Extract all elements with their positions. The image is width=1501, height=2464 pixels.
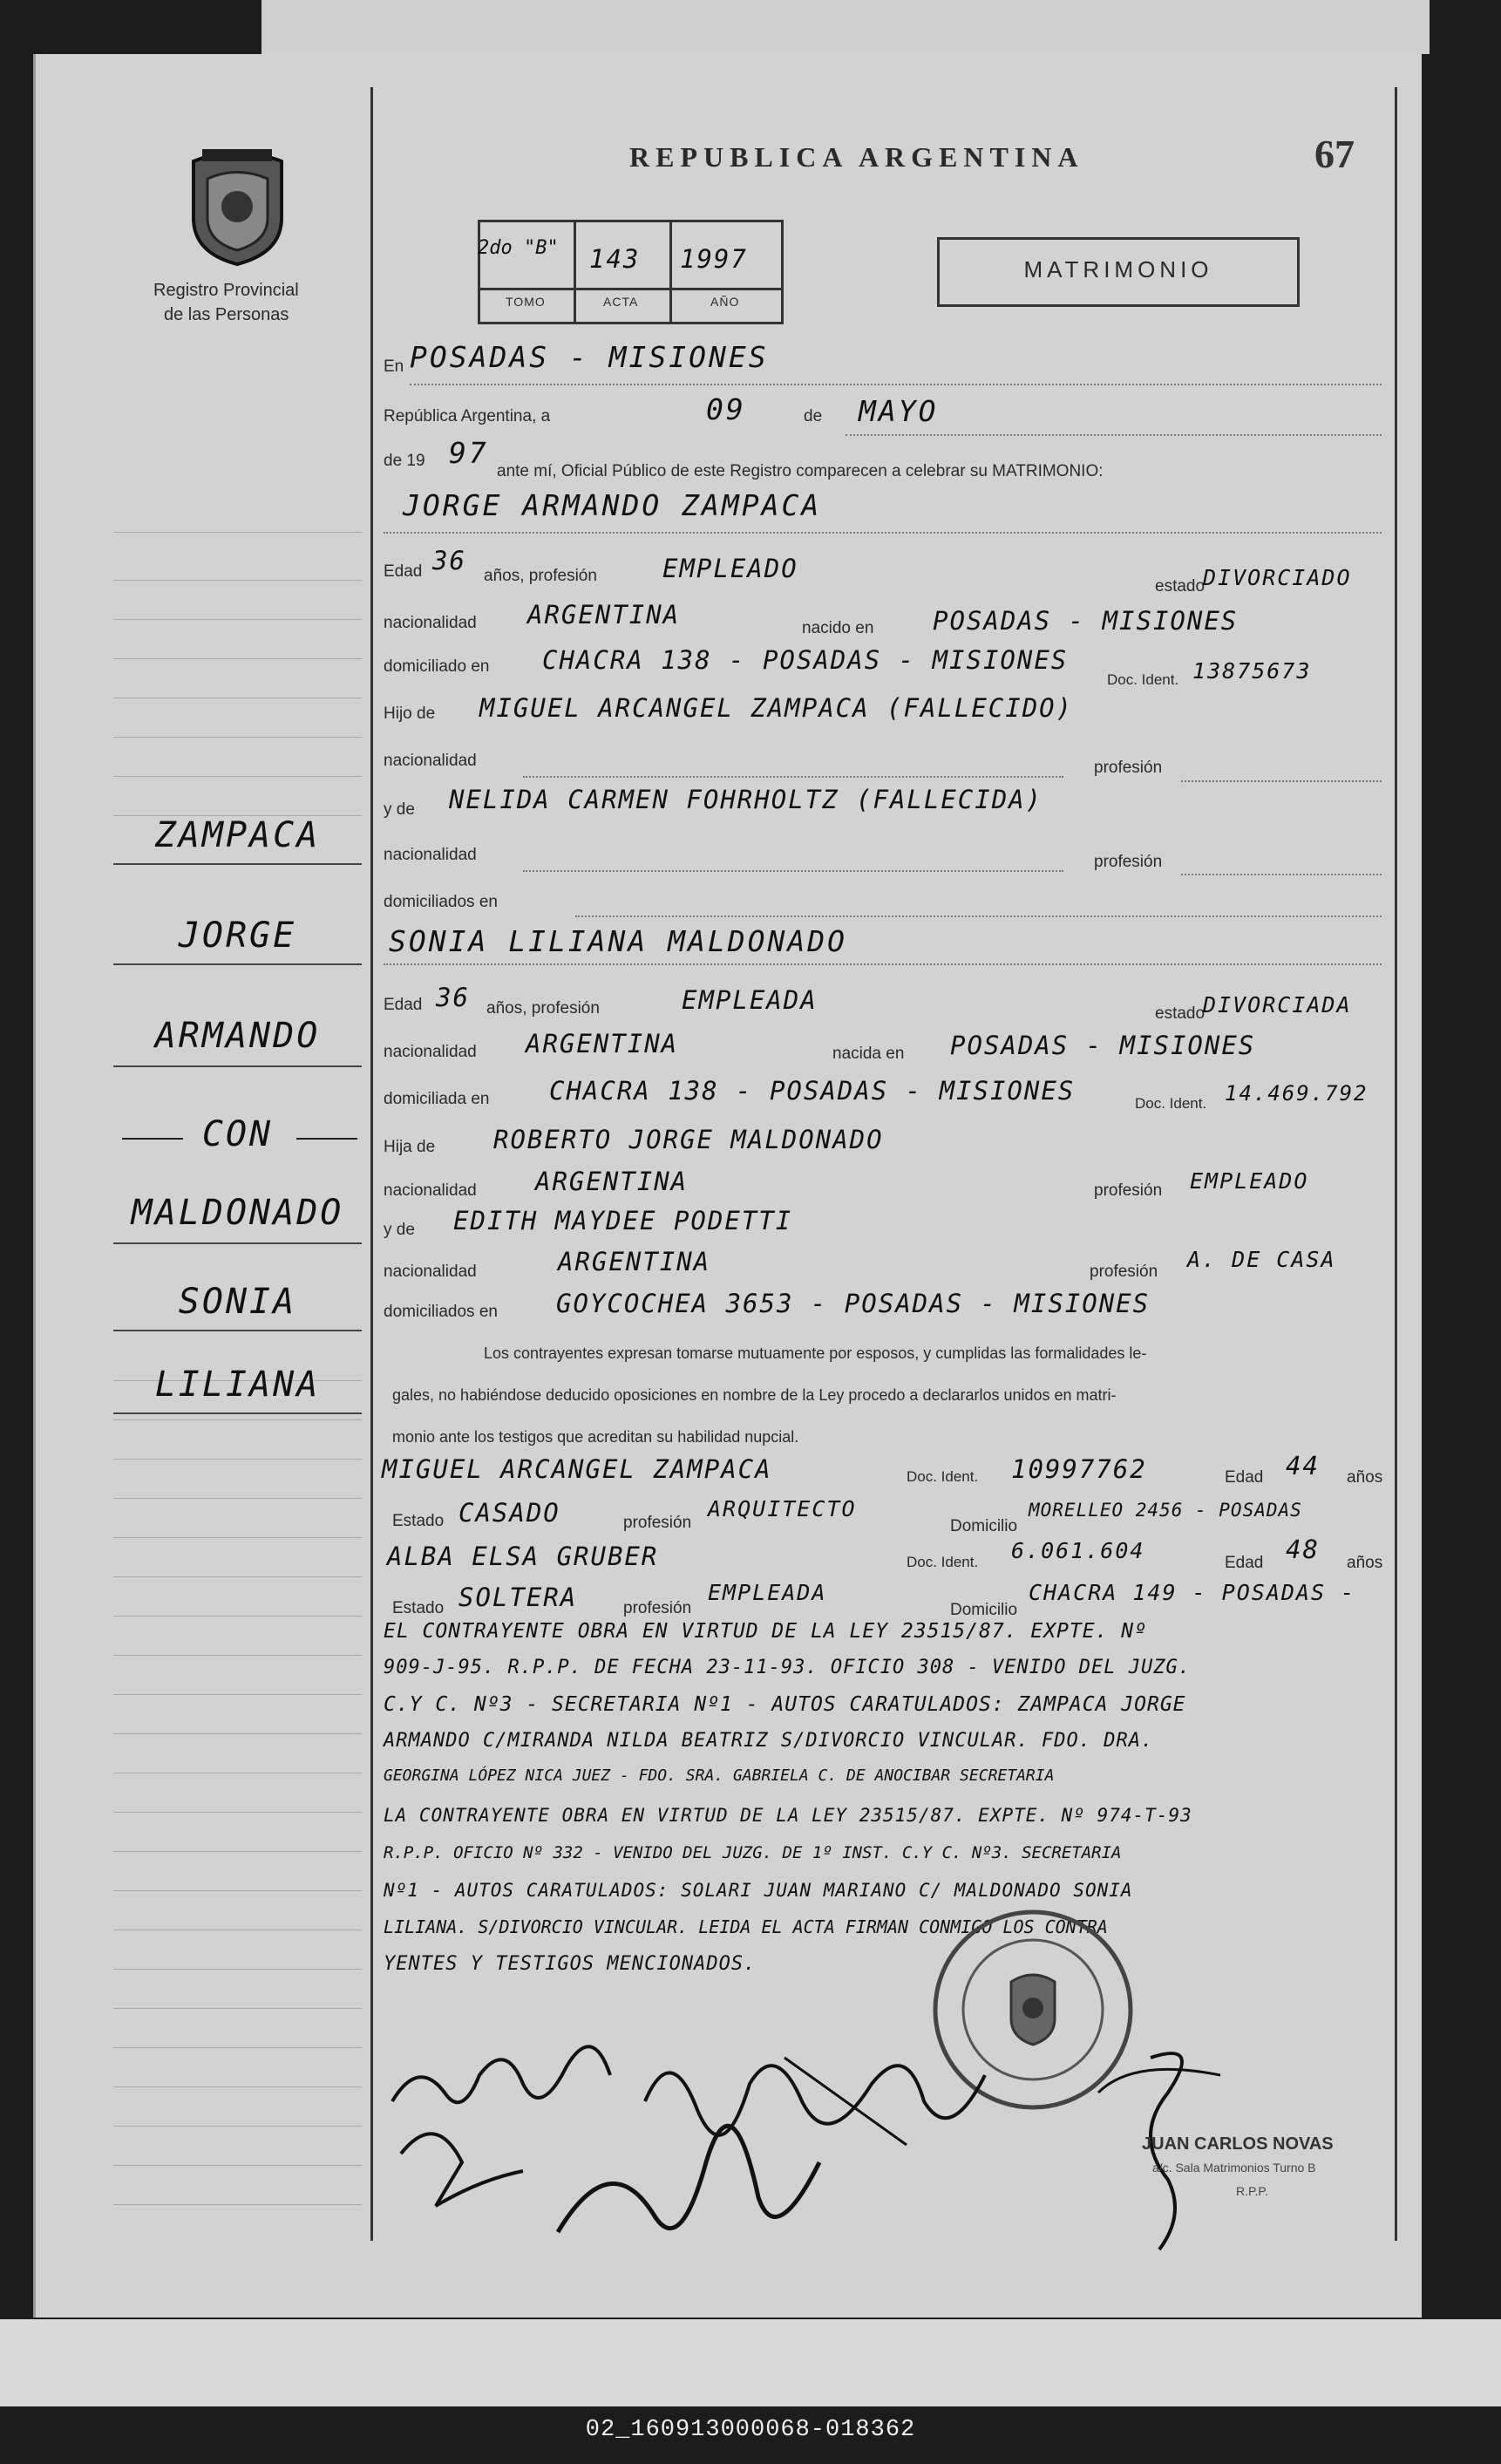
margin-name-3: ARMANDO: [154, 1016, 321, 1056]
bride-parents-dom-label: domiciliados en: [384, 1303, 498, 1321]
coat-of-arms-icon: [183, 144, 292, 266]
bride-doc: 14.469.792: [1225, 1081, 1369, 1106]
bride-edad-label: Edad: [384, 996, 423, 1014]
groom-doc: 13875673: [1192, 658, 1312, 684]
witness1-anos-label: años: [1347, 1468, 1383, 1487]
groom-anos-profesion-label: años, profesión: [484, 567, 597, 585]
acta-label: ACTA: [603, 295, 639, 309]
margin-underline-5: [113, 1242, 362, 1244]
groom-nac-label: nacionalidad: [384, 614, 477, 632]
groom-mother: NELIDA CARMEN FOHRHOLTZ (FALLECIDA): [449, 785, 1043, 814]
bride-father-nac: ARGENTINA: [535, 1167, 689, 1196]
note-line-1: EL CONTRAYENTE OBRA EN VIRTUD DE LA LEY 23515/87. EXPTE. Nº: [384, 1620, 1147, 1643]
intro-text: ante mí, Oficial Público de este Registro comparecen a celebrar su MATRIMONIO:: [497, 462, 1104, 480]
bride-doc-label: Doc. Ident.: [1135, 1095, 1207, 1112]
margin-rule-right: [1395, 87, 1397, 2241]
witness2-anos-label: años: [1347, 1554, 1383, 1572]
stamp-line-2: a/c. Sala Matrimonios Turno B: [1152, 2161, 1316, 2175]
bride-nac: ARGENTINA: [526, 1029, 679, 1058]
facing-page-edge: [261, 0, 1430, 54]
witness1-name: MIGUEL ARCANGEL ZAMPACA: [382, 1454, 772, 1484]
en-label: En: [384, 357, 404, 376]
year-prefix: de 19: [384, 452, 425, 470]
tomo-divider: [574, 220, 576, 322]
groom-parents-dom-dots: [575, 915, 1382, 917]
witness1-dom: MORELLEO 2456 - POSADAS: [1029, 1500, 1302, 1521]
witness1-edad-label: Edad: [1225, 1468, 1264, 1487]
stamp-name: JUAN CARLOS NOVAS: [1142, 2134, 1334, 2154]
margin-name-2: JORGE: [178, 915, 297, 956]
witness2-edad: 48: [1286, 1535, 1320, 1564]
de-label: de: [804, 407, 823, 425]
witness1-dom-label: Domicilio: [950, 1517, 1018, 1535]
bride-mother-prof: A. DE CASA: [1187, 1247, 1336, 1272]
month-value: MAYO: [859, 394, 939, 428]
bride-profesion: EMPLEADA: [682, 985, 818, 1015]
ano-value: 1997: [680, 244, 748, 274]
groom-name-dots: [384, 532, 1382, 534]
tomo-value: 2do "B": [478, 237, 559, 259]
bride-hija-label: Hija de: [384, 1138, 436, 1156]
bride-mother-nac-label: nacionalidad: [384, 1263, 477, 1281]
margin-name-4: CON: [201, 1114, 274, 1154]
bride-dom-label: domiciliada en: [384, 1090, 490, 1108]
groom-estado-label: estado: [1155, 577, 1206, 596]
note-line-10: YENTES Y TESTIGOS MENCIONADOS.: [384, 1953, 757, 1975]
image-caption: 02_160913000068-018362: [585, 2417, 916, 2443]
margin-underline-7: [113, 1412, 362, 1414]
bride-mother: EDITH MAYDEE PODETTI: [453, 1206, 793, 1235]
groom-father-prof-dots: [1181, 780, 1382, 782]
bride-name: SONIA LILIANA MALDONADO: [389, 924, 847, 958]
groom-father-nac-label: nacionalidad: [384, 752, 477, 770]
groom-mother-prof-dots: [1181, 874, 1382, 875]
witness2-dom: CHACRA 149 - POSADAS -: [1029, 1580, 1356, 1605]
note-line-5: GEORGINA LÓPEZ NICA JUEZ - FDO. SRA. GABRIELA C. DE ANOCIBAR SECRETARIA: [384, 1766, 1055, 1785]
bride-father-prof: EMPLEADO: [1190, 1168, 1309, 1194]
registry-name-line1: Registro Provincial: [153, 281, 299, 300]
margin-underline-1: [113, 863, 362, 865]
groom-dom-label: domiciliado en: [384, 657, 490, 676]
groom-mother-nac-dots: [523, 870, 1063, 872]
margin-name-6: SONIA: [178, 1282, 297, 1322]
groom-nacido: POSADAS - MISIONES: [933, 606, 1239, 636]
margin-underline-6: [113, 1330, 362, 1331]
matrimonio-label: MATRIMONIO: [1023, 256, 1213, 282]
bride-nac-label: nacionalidad: [384, 1043, 477, 1061]
margin-dash-right: [296, 1138, 357, 1140]
witness2-profesion-label: profesión: [623, 1599, 692, 1617]
groom-parents-dom-label: domiciliados en: [384, 893, 498, 911]
witness1-estado-label: Estado: [392, 1512, 445, 1530]
witness2-doc: 6.061.604: [1011, 1538, 1145, 1563]
day-value: 09: [706, 392, 746, 426]
note-line-6: LA CONTRAYENTE OBRA EN VIRTUD DE LA LEY 23515/87. EXPTE. Nº 974-T-93: [384, 1805, 1192, 1826]
formal-line-2: gales, no habiéndose deducido oposiciones en nombre de la Ley procedo a declararlos unidos en matri-: [392, 1386, 1117, 1404]
witness2-doc-label: Doc. Ident.: [907, 1554, 979, 1570]
place-dots: [410, 384, 1382, 385]
groom-father: MIGUEL ARCANGEL ZAMPACA (FALLECIDO): [479, 693, 1074, 723]
witness1-doc-label: Doc. Ident.: [907, 1468, 979, 1485]
note-line-7: R.P.P. OFICIO Nº 332 - VENIDO DEL JUZG. DE 1º INST. C.Y C. Nº3. SECRETARIA: [384, 1843, 1122, 1862]
groom-estado: DIVORCIADO: [1203, 565, 1352, 590]
margin-name-1: ZAMPACA: [154, 815, 321, 855]
bride-father-prof-label: profesión: [1094, 1181, 1163, 1200]
bride-estado-label: estado: [1155, 1004, 1206, 1023]
bride-father: ROBERTO JORGE MALDONADO: [493, 1125, 884, 1154]
bride-mother-nac: ARGENTINA: [558, 1247, 711, 1276]
year-suffix: 97: [449, 436, 489, 470]
groom-nac: ARGENTINA: [527, 600, 681, 630]
page-number: 67: [1314, 132, 1355, 176]
note-line-2: 909-J-95. R.P.P. DE FECHA 23-11-93. OFICIO 308 - VENIDO DEL JUZG.: [384, 1657, 1191, 1678]
note-line-9: LILIANA. S/DIVORCIO VINCULAR. LEIDA EL ACTA FIRMAN CONMIGO LOS CONTRA: [384, 1916, 1108, 1937]
witness2-name: ALBA ELSA GRUBER: [387, 1542, 659, 1571]
box-underline: [478, 288, 781, 290]
witness2-edad-label: Edad: [1225, 1554, 1264, 1572]
bride-mother-prof-label: profesión: [1090, 1263, 1158, 1281]
bride-edad: 36: [436, 983, 470, 1012]
bride-father-nac-label: nacionalidad: [384, 1181, 477, 1200]
acta-divider: [669, 220, 672, 322]
groom-doc-label: Doc. Ident.: [1107, 671, 1179, 688]
groom-edad-label: Edad: [384, 562, 423, 581]
margin-dash-left: [122, 1138, 183, 1140]
note-line-8: Nº1 - AUTOS CARATULADOS: SOLARI JUAN MARIANO C/ MALDONADO SONIA: [384, 1880, 1133, 1901]
bride-name-dots: [384, 963, 1382, 965]
page-shadow-strip: [0, 2319, 1501, 2406]
groom-hijo-label: Hijo de: [384, 704, 436, 723]
bride-anos-profesion-label: años, profesión: [486, 999, 600, 1018]
margin-underline-2: [113, 963, 362, 965]
groom-nacido-label: nacido en: [802, 619, 874, 637]
bride-estado: DIVORCIADA: [1203, 992, 1352, 1018]
place-value: POSADAS - MISIONES: [410, 340, 769, 374]
groom-name: JORGE ARMANDO ZAMPACA: [403, 488, 822, 522]
witness1-profesion-label: profesión: [623, 1514, 692, 1532]
bride-yde-label: y de: [384, 1221, 415, 1239]
formal-line-1: Los contrayentes expresan tomarse mutuamente por esposos, y cumplidas las formalidades le-: [484, 1344, 1147, 1362]
registry-name-line2: de las Personas: [164, 305, 289, 324]
margin-underline-3: [113, 1065, 362, 1067]
groom-father-nac-dots: [523, 776, 1063, 778]
groom-edad: 36: [432, 546, 466, 575]
stamp-line-3: R.P.P.: [1236, 2184, 1268, 2198]
margin-name-7: LILIANA: [154, 1365, 321, 1405]
groom-dom: CHACRA 138 - POSADAS - MISIONES: [542, 645, 1069, 675]
witness1-estado: CASADO: [458, 1498, 560, 1528]
witness2-estado: SOLTERA: [458, 1583, 578, 1612]
note-line-3: C.Y C. Nº3 - SECRETARIA Nº1 - AUTOS CARATULADOS: ZAMPACA JORGE: [384, 1693, 1186, 1716]
margin-name-5: MALDONADO: [131, 1193, 344, 1233]
groom-profesion: EMPLEADO: [662, 554, 798, 583]
witness1-profesion: ARQUITECTO: [708, 1496, 857, 1521]
ano-label: AÑO: [710, 295, 740, 309]
groom-father-prof-label: profesión: [1094, 759, 1163, 777]
formal-line-3: monio ante los testigos que acreditan su habilidad nupcial.: [392, 1428, 799, 1446]
bride-parents-dom: GOYCOCHEA 3653 - POSADAS - MISIONES: [556, 1289, 1151, 1318]
acta-value: 143: [589, 244, 641, 274]
bride-nacida: POSADAS - MISIONES: [950, 1031, 1256, 1060]
groom-mother-prof-label: profesión: [1094, 853, 1163, 871]
groom-yde-label: y de: [384, 800, 415, 819]
bride-dom: CHACRA 138 - POSADAS - MISIONES: [549, 1076, 1076, 1106]
republica-label: República Argentina, a: [384, 407, 551, 425]
signature-scribbles: [384, 2005, 1386, 2258]
witness1-doc: 10997762: [1011, 1454, 1147, 1484]
tomo-label: TOMO: [506, 295, 546, 309]
margin-rule-left: [370, 87, 373, 2241]
witness2-estado-label: Estado: [392, 1599, 445, 1617]
witness1-edad: 44: [1286, 1451, 1320, 1480]
note-line-4: ARMANDO C/MIRANDA NILDA BEATRIZ S/DIVORCIO VINCULAR. FDO. DRA.: [384, 1730, 1154, 1752]
month-dots: [846, 434, 1382, 436]
country-title: REPUBLICA ARGENTINA: [629, 141, 1084, 173]
bride-nacida-label: nacida en: [832, 1045, 905, 1063]
groom-mother-nac-label: nacionalidad: [384, 846, 477, 864]
witness2-profesion: EMPLEADA: [708, 1580, 827, 1605]
witness2-dom-label: Domicilio: [950, 1601, 1018, 1619]
